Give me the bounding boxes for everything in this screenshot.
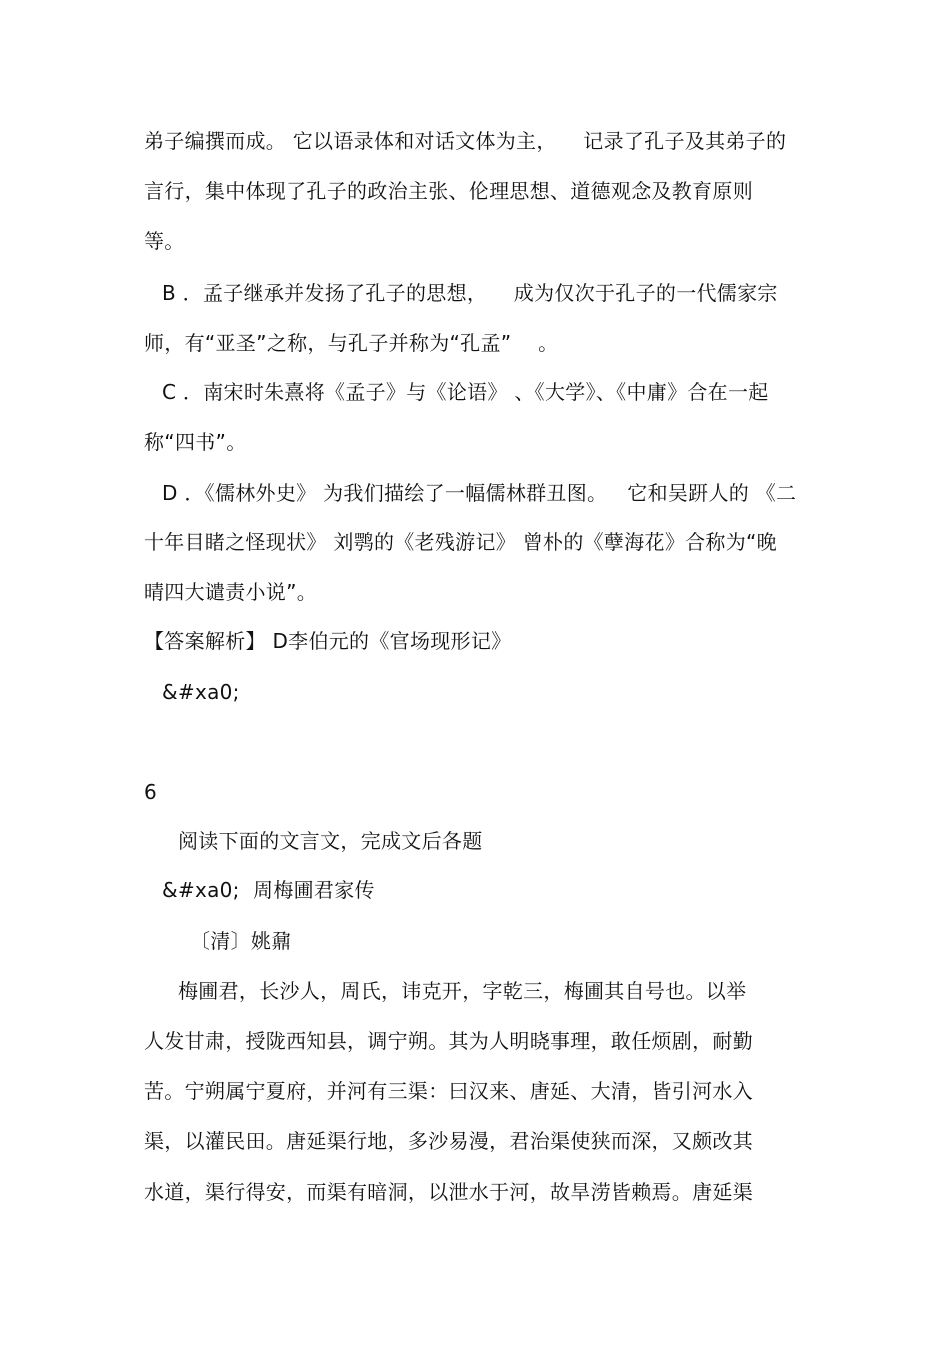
passage-line-5: 水道，渠行得安，而渠有暗洞，以泄水于河，故旱涝皆赖焉。唐延渠 [144, 1180, 753, 1204]
option-c-line-2: 称“四书”。 [144, 430, 247, 454]
answer-explanation: 【答案解析】 D李伯元的《官场现形记》 [144, 629, 512, 653]
question-instruction: 阅读下面的文言文，完成文后各题 [178, 829, 483, 853]
passage-title: &#xa0; 周梅圃君家传 [162, 878, 375, 902]
passage-line-4: 渠，以灌民田。唐延渠行地，多沙易漫，君治渠使狭而深，又颇改其 [144, 1129, 753, 1153]
option-d-line-2: 十年目睹之怪现状》 刘鹗的《老残游记》 曾朴的《孽海花》合称为“晚 [144, 530, 777, 554]
option-d-line-3: 晴四大谴责小说”。 [144, 580, 318, 604]
passage-line-1: 梅圃君，长沙人，周氏，讳克开，字乾三，梅圃其自号也。以举 [178, 979, 747, 1003]
option-c-line-1: C ．南宋时朱熹将《孟子》与《论语》 、《大学》、《中庸》合在一起 [162, 380, 769, 404]
passage-line-2: 人发甘肃，授陇西知县，调宁朔。其为人明晓事理，敢任烦剧，耐勤 [144, 1029, 753, 1053]
nbsp-entity-1: &#xa0; [162, 680, 240, 704]
text-line-1: 弟子编撰而成。 它以语录体和对话文体为主， 记录了孔子及其弟子的 [144, 129, 787, 153]
option-b-line-1: B ．孟子继承并发扬了孔子的思想， 成为仅次于孔子的一代儒家宗 [162, 281, 778, 305]
text-line-2: 言行，集中体现了孔子的政治主张、伦理思想、道德观念及教育原则 [144, 179, 753, 203]
question-number: 6 [144, 780, 158, 804]
option-b-line-2: 师，有“亚圣”之称，与孔子并称为“孔孟” 。 [144, 331, 559, 355]
passage-line-3: 苦。宁朔属宁夏府，并河有三渠：曰汉来、唐延、大清，皆引河水入 [144, 1079, 753, 1103]
text-line-3: 等。 [144, 229, 185, 253]
passage-author: 〔清〕姚鼐 [190, 929, 292, 953]
option-d-line-1: D ．《儒林外史》 为我们描绘了一幅儒林群丑图。 它和吴趼人的 《二 [162, 481, 797, 505]
